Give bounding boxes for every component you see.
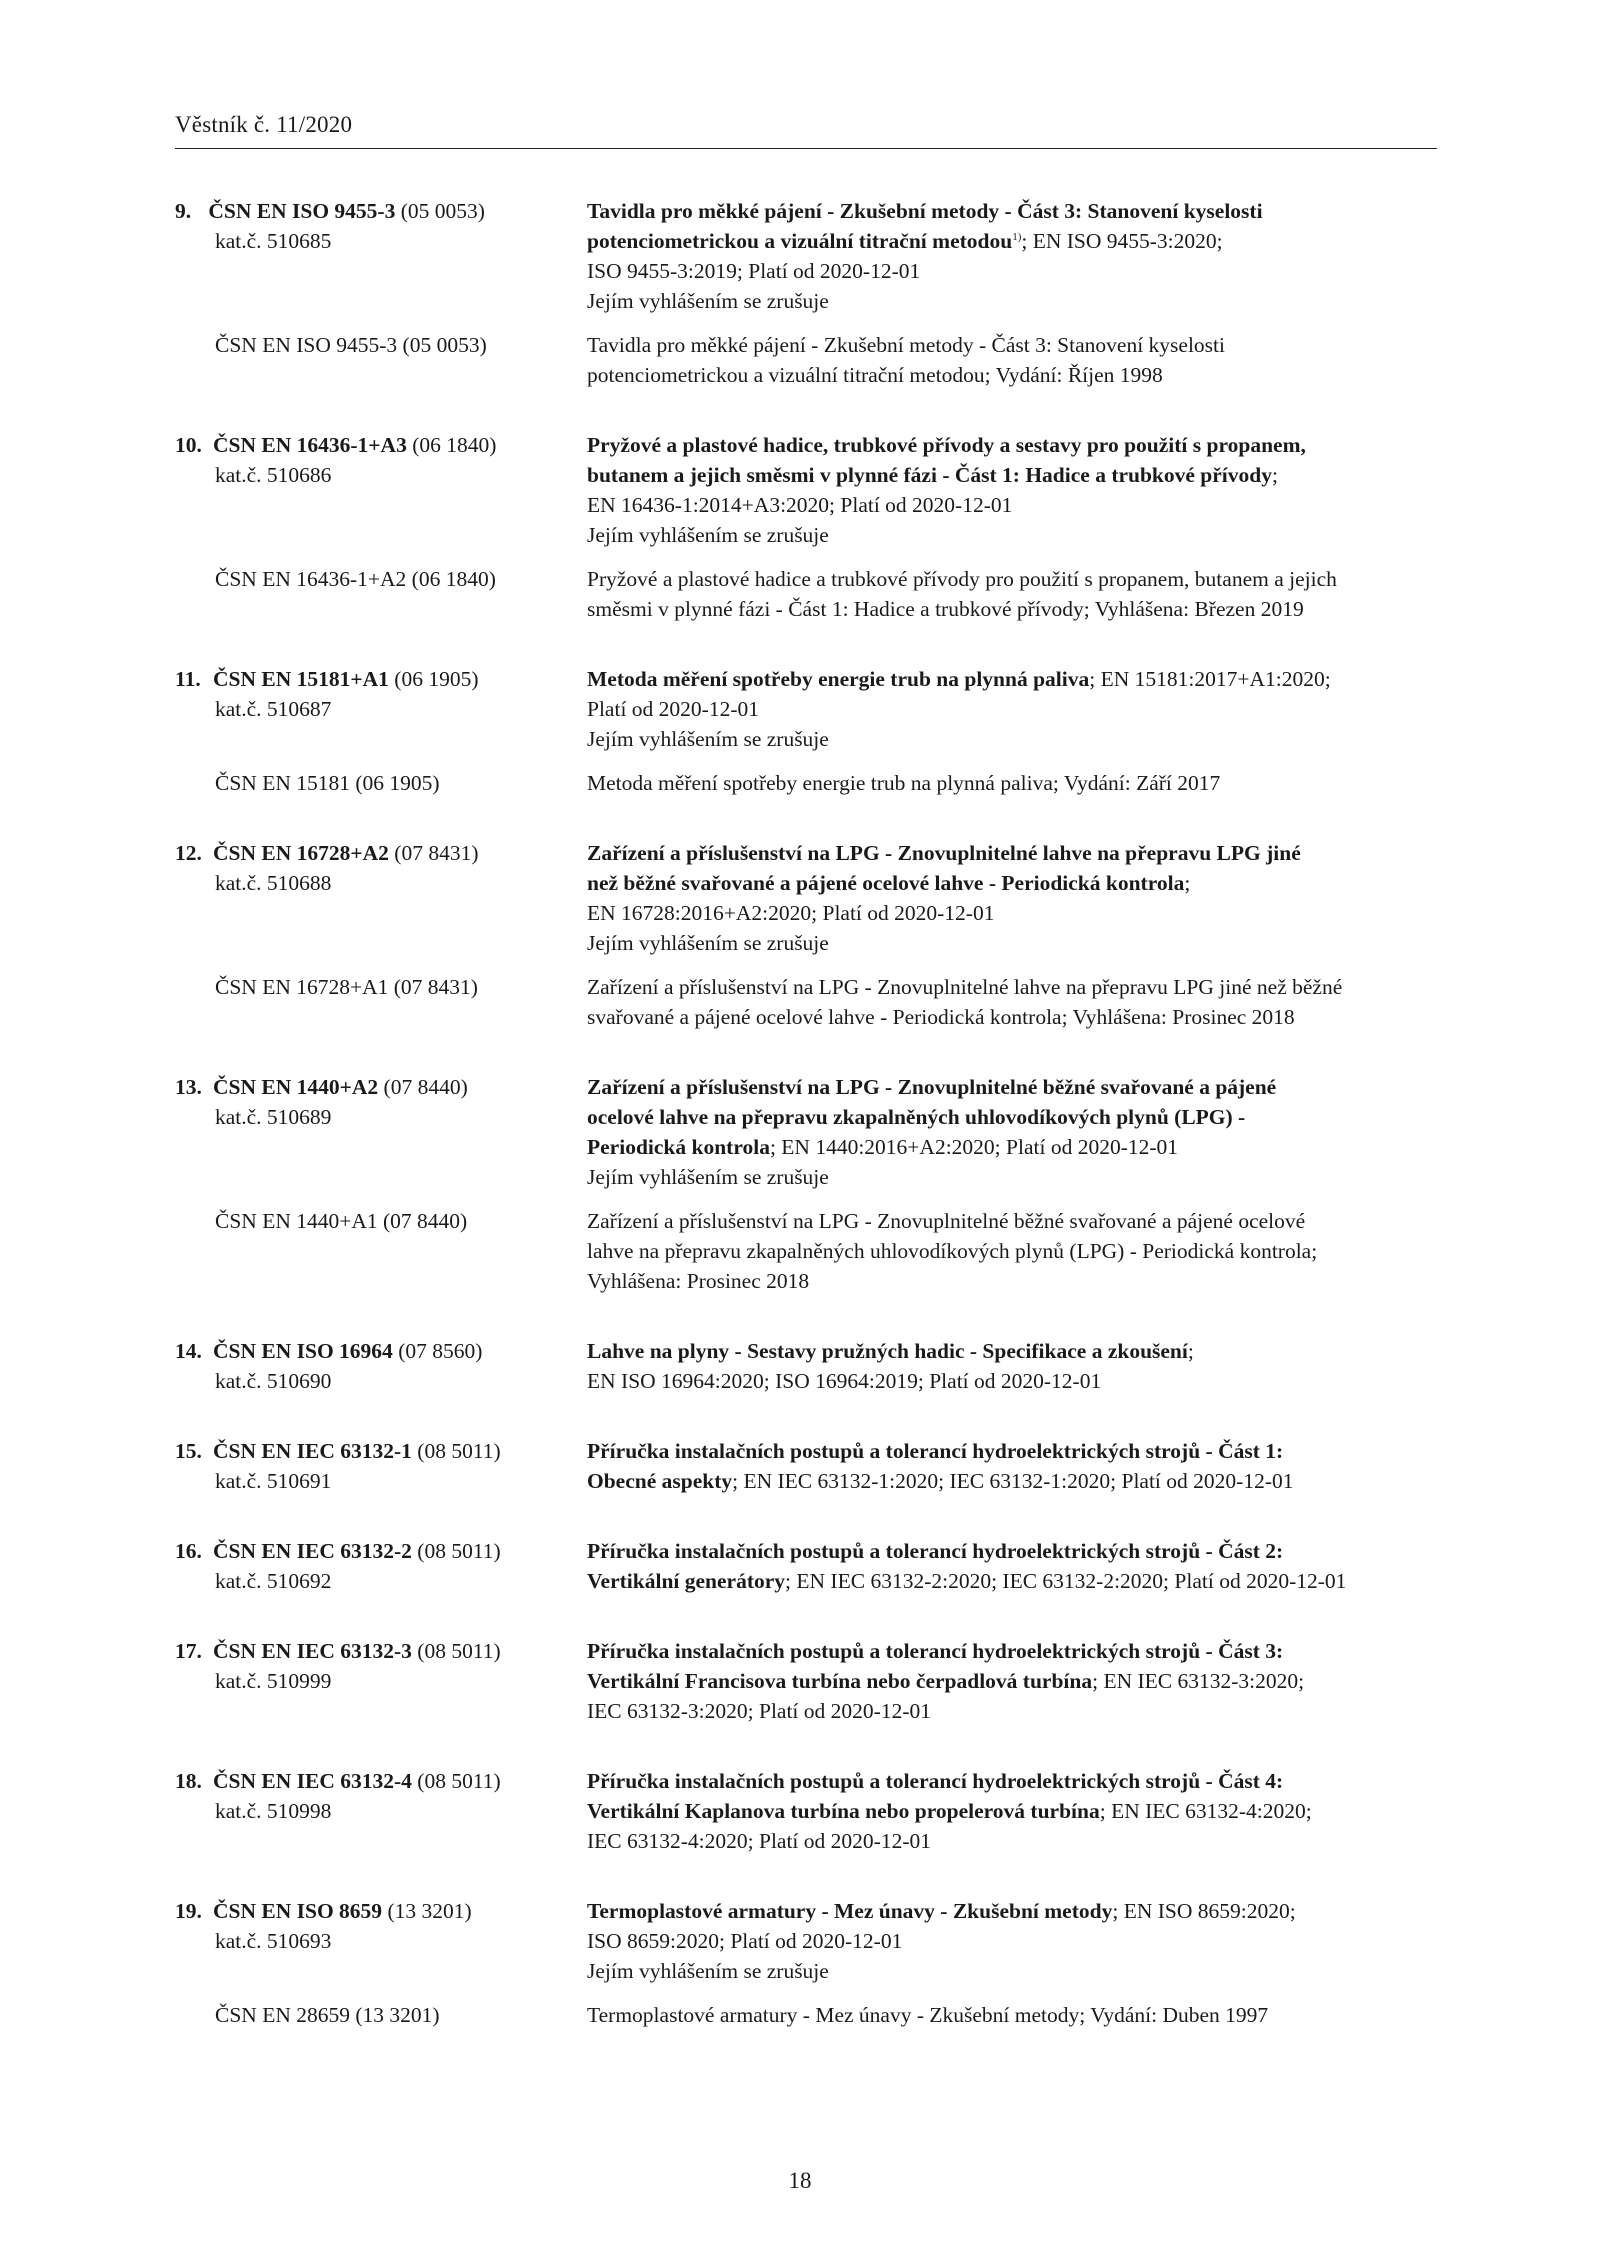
catalog-number: kat.č. 510687 <box>215 697 332 721</box>
catalog-number: kat.č. 510690 <box>215 1369 332 1393</box>
standard-id: ČSN EN ISO 8659 <box>213 1899 383 1923</box>
standard-title: Zařízení a příslušenství na LPG - Znovuplnitelné běžné svařované a pájené <box>587 1075 1277 1099</box>
bulletin-title: Věstník č. 11/2020 <box>175 112 353 137</box>
standard-entry <box>175 838 1437 1032</box>
standard-title: ocelové lahve na přepravu zkapalněných uhlovodíkových plynů (LPG) - <box>587 1105 1246 1129</box>
standard-id: ČSN EN 1440+A2 <box>213 1075 379 1099</box>
standard-details: IEC 63132-3:2020; Platí od 2020-12-01 <box>587 1699 931 1723</box>
standard-id: ČSN EN 15181+A1 <box>213 667 389 691</box>
standard-details: IEC 63132-4:2020; Platí od 2020-12-01 <box>587 1829 931 1853</box>
standard-ref: ; EN IEC 63132-1:2020; IEC 63132-1:2020; Platí od 2020-12-01 <box>732 1469 1294 1493</box>
standard-title: Metoda měření spotřeby energie trub na plynná paliva <box>587 667 1090 691</box>
standard-entry <box>175 1766 1437 1856</box>
entry-number: 16. <box>175 1539 202 1563</box>
standard-ref: ; <box>1272 463 1278 487</box>
replaced-standard-title: potenciometrickou a vizuální titrační metodou; Vydání: Říjen 1998 <box>587 363 1163 387</box>
standard-entry <box>175 196 1437 390</box>
standard-class-code: (05 0053) <box>395 199 485 223</box>
standard-title: butanem a jejich směsmi v plynné fázi - Část 1: Hadice a trubkové přívody <box>587 463 1272 487</box>
replaced-standard-title: Zařízení a příslušenství na LPG - Znovuplnitelné běžné svařované a pájené ocelové <box>587 1209 1306 1233</box>
standard-class-code: (08 5011) <box>411 1639 501 1663</box>
standard-class-code: (06 1840) <box>406 433 497 457</box>
standard-class-code: (07 8431) <box>388 841 479 865</box>
standard-class-code: (06 1905) <box>388 667 479 691</box>
footnote-ref: 1) <box>1012 230 1022 243</box>
replaced-standard-title: lahve na přepravu zkapalněných uhlovodíkových plynů (LPG) - Periodická kontrola; <box>587 1239 1318 1263</box>
entry-number: 12. <box>175 841 202 865</box>
standard-details: EN ISO 16964:2020; ISO 16964:2019; Platí od 2020-12-01 <box>587 1369 1102 1393</box>
standard-title: potenciometrickou a vizuální titrační metodou <box>587 229 1013 253</box>
standard-ref: ; <box>1187 1339 1194 1363</box>
standard-title: Zařízení a příslušenství na LPG - Znovuplnitelné lahve na přepravu LPG jiné <box>587 841 1301 865</box>
standard-title: Obecné aspekty <box>587 1469 733 1493</box>
standard-title: Termoplastové armatury - Mez únavy - Zkušební metody <box>587 1899 1113 1923</box>
standard-ref: ; EN IEC 63132-4:2020; <box>1099 1799 1312 1823</box>
standard-id: ČSN EN IEC 63132-3 <box>213 1639 412 1663</box>
standard-entry <box>175 1436 1437 1496</box>
catalog-number: kat.č. 510692 <box>215 1569 332 1593</box>
standard-id: ČSN EN 16728+A2 <box>213 841 389 865</box>
standard-ref: ; EN ISO 8659:2020; <box>1112 1899 1296 1923</box>
replaced-standard-id: ČSN EN 16436-1+A2 (06 1840) <box>215 567 496 591</box>
standard-title: Příručka instalačních postupů a tolerancí hydroelektrických strojů - Část 1: <box>587 1439 1284 1463</box>
standard-class-code: (08 5011) <box>411 1539 501 1563</box>
replacement-note: Jejím vyhlášením se zrušuje <box>587 523 829 547</box>
catalog-number: kat.č. 510693 <box>215 1929 332 1953</box>
replaced-standard-title: svařované a pájené ocelové lahve - Periodická kontrola; Vyhlášena: Prosinec 2018 <box>587 1005 1295 1029</box>
catalog-number: kat.č. 510999 <box>215 1669 332 1693</box>
standard-title: Vertikální generátory <box>587 1569 786 1593</box>
entry-number: 17. <box>175 1639 202 1663</box>
replaced-standard-title: Vyhlášena: Prosinec 2018 <box>587 1269 810 1293</box>
standard-title: než běžné svařované a pájené ocelové lahve - Periodická kontrola <box>587 871 1185 895</box>
catalog-number: kat.č. 510689 <box>215 1105 332 1129</box>
standard-entry <box>175 1536 1437 1596</box>
entry-number: 19. <box>175 1899 202 1923</box>
standard-ref: ; EN IEC 63132-2:2020; IEC 63132-2:2020; Platí od 2020-12-01 <box>785 1569 1347 1593</box>
standards-list <box>175 196 1437 2070</box>
standard-details: ISO 9455-3:2019; Platí od 2020-12-01 <box>587 259 921 283</box>
standard-class-code: (08 5011) <box>411 1769 501 1793</box>
entry-number: 9. <box>175 199 192 223</box>
replaced-standard-title: směsmi v plynné fázi - Část 1: Hadice a trubkové přívody; Vyhlášena: Březen 2019 <box>587 597 1304 621</box>
standard-class-code: (08 5011) <box>411 1439 501 1463</box>
entry-number: 10. <box>175 433 202 457</box>
replacement-note: Jejím vyhlášením se zrušuje <box>587 727 829 751</box>
standard-entry <box>175 430 1437 624</box>
replaced-standard-title: Zařízení a příslušenství na LPG - Znovuplnitelné lahve na přepravu LPG jiné než běžné <box>587 975 1343 999</box>
standard-title: Příručka instalačních postupů a tolerancí hydroelektrických strojů - Část 2: <box>587 1539 1284 1563</box>
replacement-note: Jejím vyhlášením se zrušuje <box>587 289 829 313</box>
replaced-standard-id: ČSN EN 1440+A1 (07 8440) <box>215 1209 468 1233</box>
replacement-note: Jejím vyhlášením se zrušuje <box>587 1165 829 1189</box>
standard-details: ISO 8659:2020; Platí od 2020-12-01 <box>587 1929 903 1953</box>
entry-number: 11. <box>175 667 201 691</box>
standard-ref: ; EN 15181:2017+A1:2020; <box>1089 667 1331 691</box>
entry-number: 18. <box>175 1769 202 1793</box>
standard-title: Periodická kontrola <box>587 1135 770 1159</box>
replaced-standard-id: ČSN EN ISO 9455-3 (05 0053) <box>215 333 487 357</box>
standard-ref: ; <box>1184 871 1191 895</box>
replaced-standard-id: ČSN EN 15181 (06 1905) <box>215 771 440 795</box>
catalog-number: kat.č. 510686 <box>215 463 332 487</box>
standard-entry <box>175 1636 1437 1726</box>
standard-ref: ; EN 1440:2016+A2:2020; Platí od 2020-12-01 <box>769 1135 1179 1159</box>
replaced-standard-id: ČSN EN 16728+A1 (07 8431) <box>215 975 478 999</box>
standard-entry <box>175 1072 1437 1296</box>
replaced-standard-id: ČSN EN 28659 (13 3201) <box>215 2003 440 2027</box>
standard-title: Lahve na plyny - Sestavy pružných hadic - Specifikace a zkoušení <box>587 1339 1188 1363</box>
replaced-standard-title: Metoda měření spotřeby energie trub na plynná paliva; Vydání: Září 2017 <box>587 771 1221 795</box>
standard-id: ČSN EN IEC 63132-4 <box>213 1769 412 1793</box>
catalog-number: kat.č. 510691 <box>215 1469 332 1493</box>
entry-number: 14. <box>175 1339 202 1363</box>
standard-entry <box>175 1336 1437 1396</box>
catalog-number: kat.č. 510998 <box>215 1799 332 1823</box>
standard-id: ČSN EN IEC 63132-1 <box>213 1439 412 1463</box>
standard-id: ČSN EN 16436-1+A3 <box>213 433 407 457</box>
standard-details: EN 16728:2016+A2:2020; Platí od 2020-12-01 <box>587 901 995 925</box>
page-header <box>175 112 1437 149</box>
standard-title: Příručka instalačních postupů a tolerancí hydroelektrických strojů - Část 3: <box>587 1639 1284 1663</box>
replacement-note: Jejím vyhlášením se zrušuje <box>587 1959 829 1983</box>
replaced-standard-title: Pryžové a plastové hadice a trubkové přívody pro použití s propanem, butanem a jejich <box>587 567 1337 591</box>
replaced-standard-title: Termoplastové armatury - Mez únavy - Zkušební metody; Vydání: Duben 1997 <box>587 2003 1269 2027</box>
standard-title: Tavidla pro měkké pájení - Zkušební metody - Část 3: Stanovení kyselosti <box>587 199 1263 223</box>
standard-details: Platí od 2020-12-01 <box>587 697 759 721</box>
standard-entry <box>175 1896 1437 2030</box>
catalog-number: kat.č. 510688 <box>215 871 332 895</box>
standard-ref: ; EN ISO 9455-3:2020; <box>1021 229 1223 253</box>
standard-id: ČSN EN ISO 9455-3 <box>208 199 396 223</box>
standard-entry <box>175 664 1437 798</box>
standard-id: ČSN EN ISO 16964 <box>213 1339 393 1363</box>
standard-class-code: (07 8440) <box>378 1075 468 1099</box>
catalog-number: kat.č. 510685 <box>215 229 332 253</box>
entry-number: 13. <box>175 1075 202 1099</box>
replacement-note: Jejím vyhlášením se zrušuje <box>587 931 829 955</box>
standard-class-code: (13 3201) <box>382 1899 472 1923</box>
page-number: 18 <box>788 2168 812 2193</box>
standard-ref: ; EN IEC 63132-3:2020; <box>1092 1669 1305 1693</box>
standard-details: EN 16436-1:2014+A3:2020; Platí od 2020-12-01 <box>587 493 1013 517</box>
entry-number: 15. <box>175 1439 202 1463</box>
standard-class-code: (07 8560) <box>392 1339 483 1363</box>
standard-title: Příručka instalačních postupů a tolerancí hydroelektrických strojů - Část 4: <box>587 1769 1284 1793</box>
standard-title: Pryžové a plastové hadice, trubkové přívody a sestavy pro použití s propanem, <box>587 433 1306 457</box>
replaced-standard-title: Tavidla pro měkké pájení - Zkušební metody - Část 3: Stanovení kyselosti <box>587 333 1225 357</box>
standard-id: ČSN EN IEC 63132-2 <box>213 1539 412 1563</box>
standard-title: Vertikální Francisova turbína nebo čerpadlová turbína <box>587 1669 1093 1693</box>
standard-title: Vertikální Kaplanova turbína nebo propelerová turbína <box>587 1799 1100 1823</box>
